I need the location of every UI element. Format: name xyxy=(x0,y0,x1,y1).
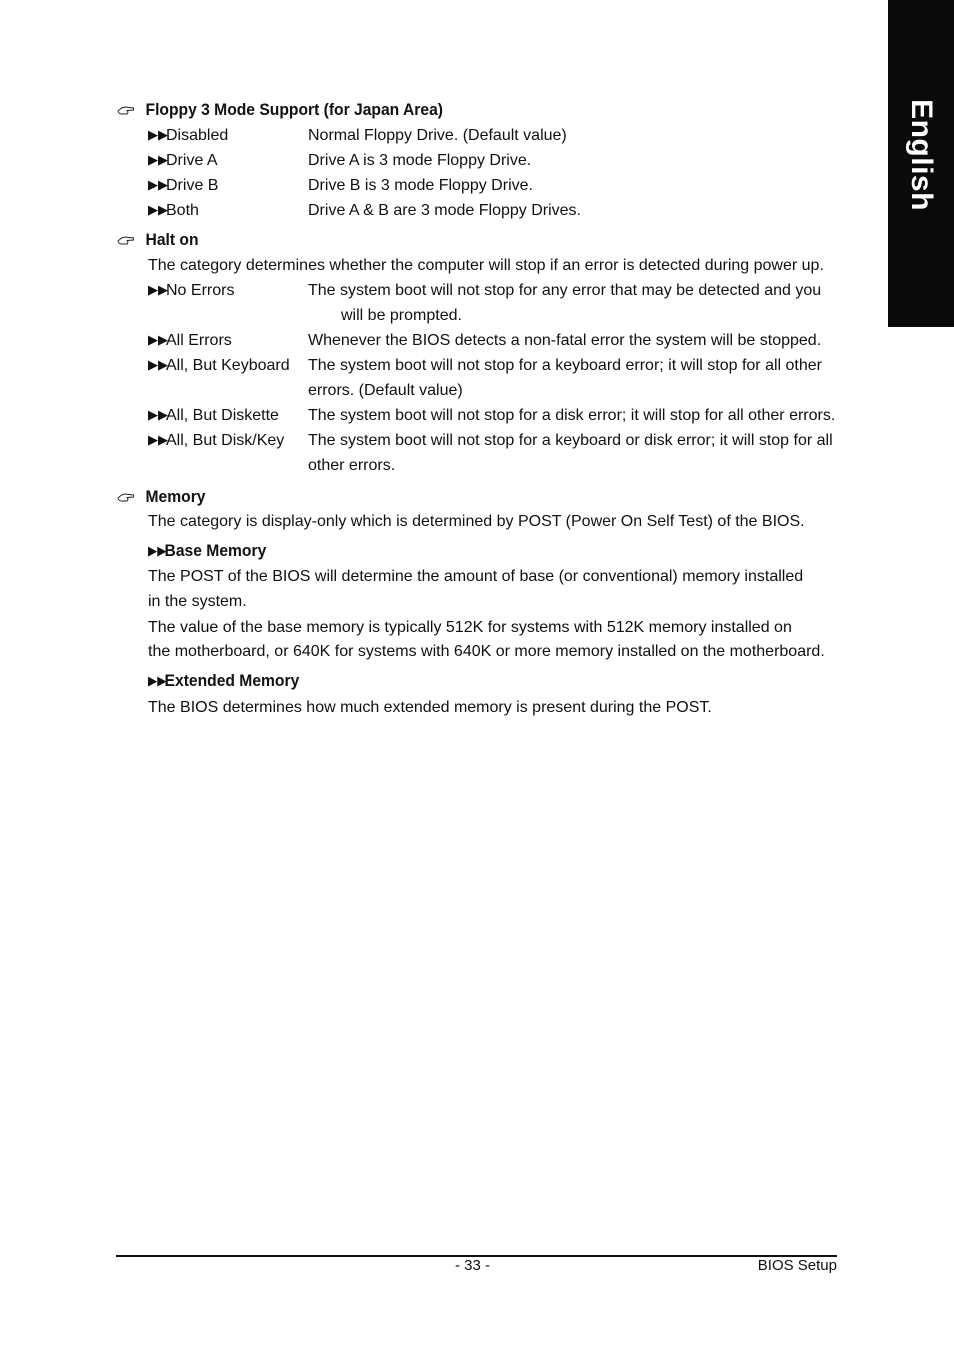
floppy-desc-disabled: Normal Floppy Drive. (Default value) xyxy=(308,127,567,144)
floppy-section-title: Floppy 3 Mode Support (for Japan Area) xyxy=(117,100,443,120)
footer-title: BIOS Setup xyxy=(757,1257,837,1274)
floppy-item-disabled: ▶▶Disabled xyxy=(148,127,229,144)
halt-item-all-errors: ▶▶All Errors xyxy=(148,332,232,349)
floppy-item-both: ▶▶Both xyxy=(148,202,199,219)
base-memory-line-3: The value of the base memory is typically 512K for systems with 512K memory installed on xyxy=(148,619,792,636)
language-tab-label: English xyxy=(905,99,938,211)
halt-intro: The category determines whether the computer will stop if an error is detected during power up. xyxy=(148,257,824,274)
double-arrow-icon: ▶▶ xyxy=(148,673,167,688)
language-tab xyxy=(888,0,954,327)
base-memory-title: ▶▶Base Memory xyxy=(148,541,267,560)
double-arrow-icon: ▶▶ xyxy=(148,407,168,422)
halt-desc-all-but-keyboard-2: errors. (Default value) xyxy=(308,382,463,399)
memory-intro: The category is display-only which is determined by POST (Power On Self Test) of the BIOS. xyxy=(148,513,805,530)
floppy-desc-drive-b: Drive B is 3 mode Floppy Drive. xyxy=(308,177,533,194)
halt-desc-no-errors-1: The system boot will not stop for any error that may be detected and you xyxy=(308,282,822,299)
halt-desc-all-errors: Whenever the BIOS detects a non-fatal error the system will be stopped. xyxy=(308,332,822,349)
floppy-desc-both: Drive A & B are 3 mode Floppy Drives. xyxy=(308,202,581,219)
halt-section-title: Halt on xyxy=(117,230,199,250)
pointing-hand-icon xyxy=(117,234,135,246)
base-memory-line-2: in the system. xyxy=(148,593,247,610)
halt-desc-all-but-disk-key-1: The system boot will not stop for a keyboard or disk error; it will stop for all xyxy=(308,432,833,449)
double-arrow-icon: ▶▶ xyxy=(148,332,168,347)
halt-item-all-but-disk-key: ▶▶All, But Disk/Key xyxy=(148,432,285,449)
double-arrow-icon: ▶▶ xyxy=(148,177,168,192)
double-arrow-icon: ▶▶ xyxy=(148,152,168,167)
double-arrow-icon: ▶▶ xyxy=(148,202,168,217)
extended-memory-title: ▶▶Extended Memory xyxy=(148,671,300,690)
double-arrow-icon: ▶▶ xyxy=(148,357,168,372)
floppy-desc-drive-a: Drive A is 3 mode Floppy Drive. xyxy=(308,152,532,169)
halt-item-all-but-diskette: ▶▶All, But Diskette xyxy=(148,407,279,424)
halt-desc-no-errors-2: will be prompted. xyxy=(341,307,462,324)
halt-item-all-but-keyboard: ▶▶All, But Keyboard xyxy=(148,357,290,374)
double-arrow-icon: ▶▶ xyxy=(148,282,168,297)
halt-desc-all-but-diskette: The system boot will not stop for a disk error; it will stop for all other errors. xyxy=(308,407,836,424)
floppy-item-drive-b: ▶▶Drive B xyxy=(148,177,219,194)
floppy-item-drive-a: ▶▶Drive A xyxy=(148,152,218,169)
double-arrow-icon: ▶▶ xyxy=(148,543,167,558)
footer-page-number: - 33 - xyxy=(455,1257,491,1274)
memory-section-title: Memory xyxy=(117,487,205,507)
halt-item-no-errors: ▶▶No Errors xyxy=(148,282,235,299)
halt-desc-all-but-keyboard-1: The system boot will not stop for a keyboard error; it will stop for all other xyxy=(308,357,822,374)
pointing-hand-icon xyxy=(117,104,135,116)
double-arrow-icon: ▶▶ xyxy=(148,127,168,142)
extended-memory-line-1: The BIOS determines how much extended memory is present during the POST. xyxy=(148,699,712,716)
base-memory-line-4: the motherboard, or 640K for systems with 640K or more memory installed on the motherboard. xyxy=(148,643,825,660)
double-arrow-icon: ▶▶ xyxy=(148,432,168,447)
halt-desc-all-but-disk-key-2: other errors. xyxy=(308,457,396,474)
pointing-hand-icon xyxy=(117,491,135,503)
base-memory-line-1: The POST of the BIOS will determine the amount of base (or conventional) memory installed xyxy=(148,568,804,585)
